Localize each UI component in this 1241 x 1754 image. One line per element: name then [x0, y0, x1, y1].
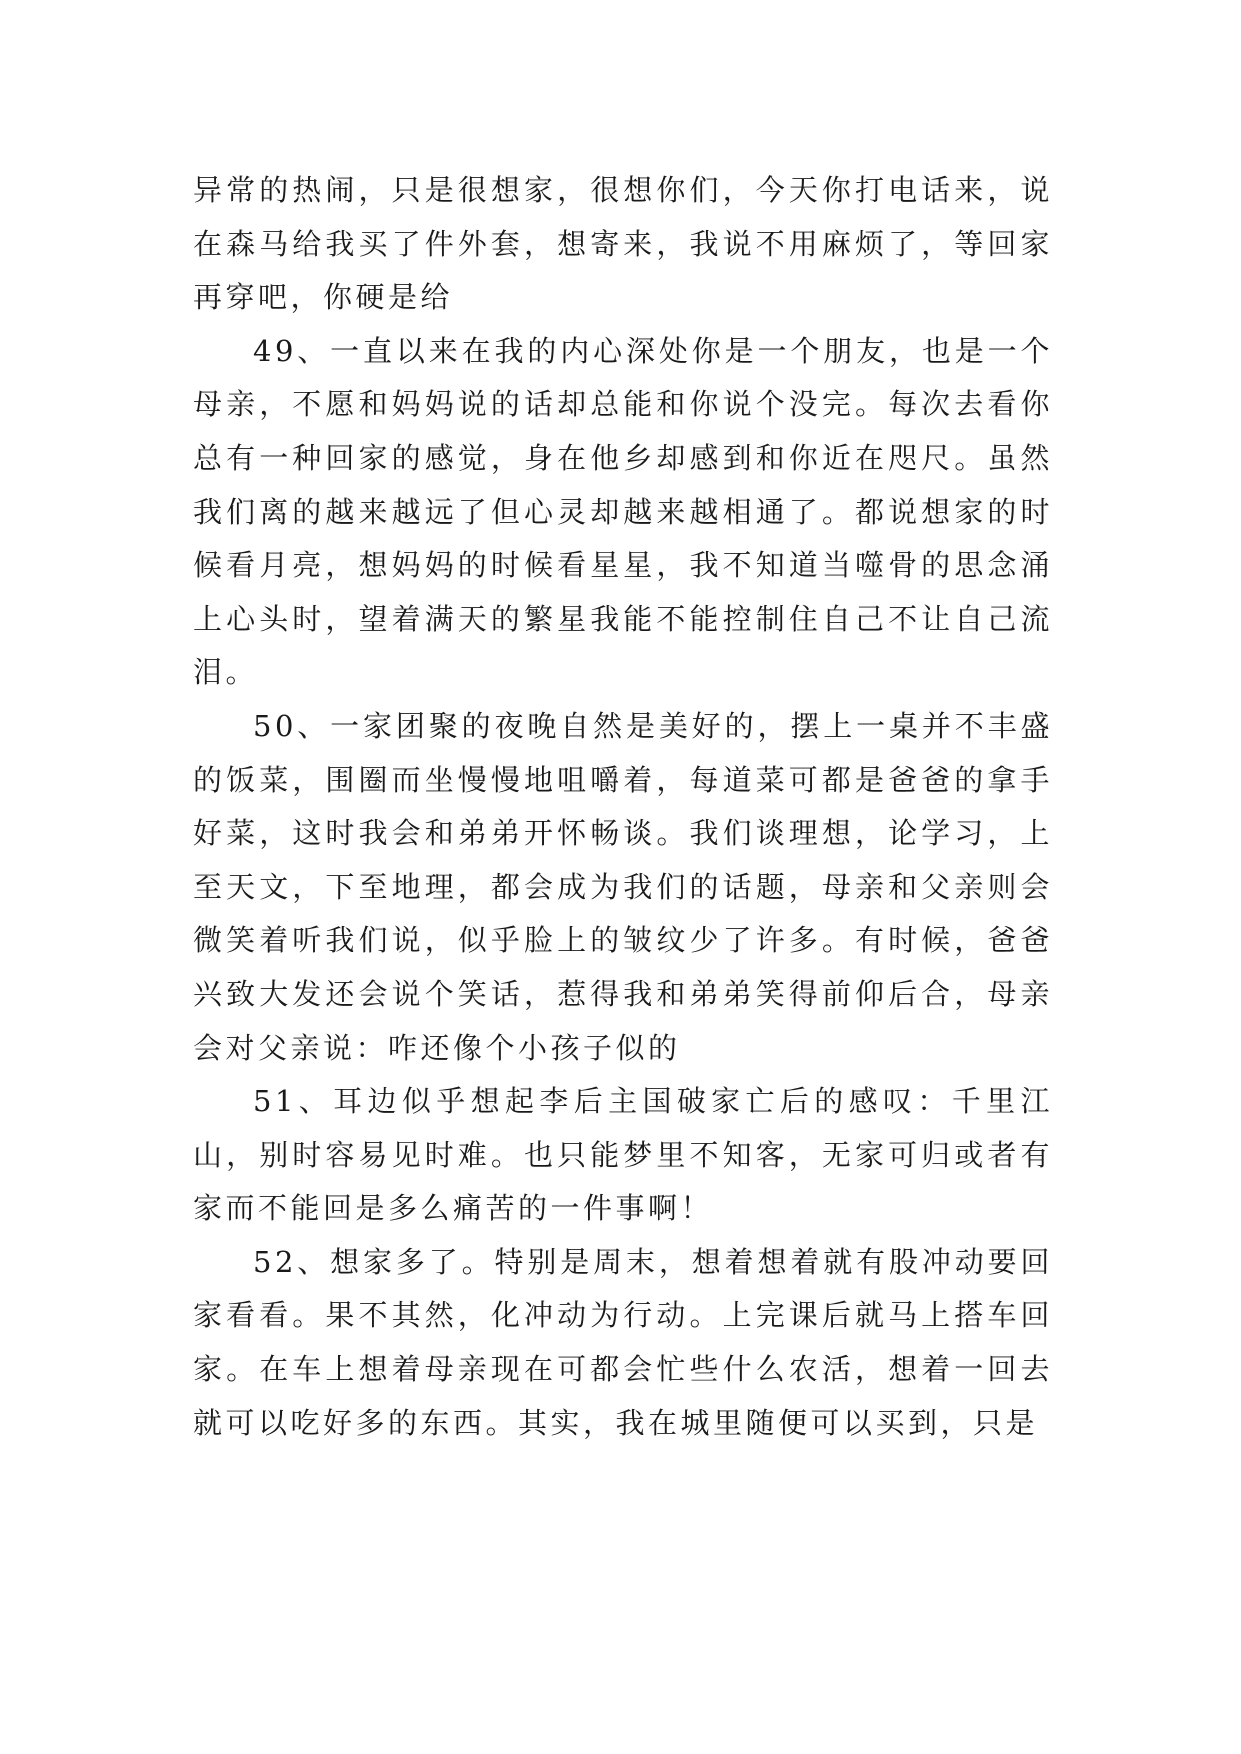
paragraph-50: 50、一家团聚的夜晚自然是美好的，摆上一桌并不丰盛的饭菜，围圈而坐慢慢地咀嚼着，每道菜可都是爸爸的拿手好菜，这时我会和弟弟开怀畅谈。我们谈理想，论学习，上至天文，下至地理，都会成为我们的话题，母亲和父亲则会微笑着听我们说，似乎脸上的皱纹少了许多。有时候，爸爸兴致大发还会说个笑话，惹得我和弟弟笑得前仰后合，母亲会对父亲说：咋还像个小孩子似的 [193, 708, 1053, 1065]
paragraph-continuation: 异常的热闹，只是很想家，很想你们，今天你打电话来，说在森马给我买了件外套，想寄来，我说不用麻烦了，等回家再穿吧，你硬是给 [193, 173, 1053, 315]
paragraph-49: 49、一直以来在我的内心深处你是一个朋友，也是一个母亲，不愿和妈妈说的话却总能和你说个没完。每次去看你总有一种回家的感觉，身在他乡却感到和你近在咫尺。虽然我们离的越来越远了但心灵却越来越相通了。都说想家的时候看月亮，想妈妈的时候看星星，我不知道当噬骨的思念涌上心头时，望着满天的繁星我能不能控制住自己不让自己流泪。 [193, 333, 1053, 690]
paragraph-52: 52、想家多了。特别是周末，想着想着就有股冲动要回家看看。果不其然，化冲动为行动。上完课后就马上搭车回家。在车上想着母亲现在可都会忙些什么农活，想着一回去就可以吃好多的东西。其实，我在城里随便可以买到，只是 [193, 1244, 1053, 1440]
paragraph-51: 51、耳边似乎想起李后主国破家亡后的感叹：千里江山，别时容易见时难。也只能梦里不知客，无家可归或者有家而不能回是多么痛苦的一件事啊！ [193, 1084, 1053, 1226]
document-page [193, 164, 1053, 1450]
